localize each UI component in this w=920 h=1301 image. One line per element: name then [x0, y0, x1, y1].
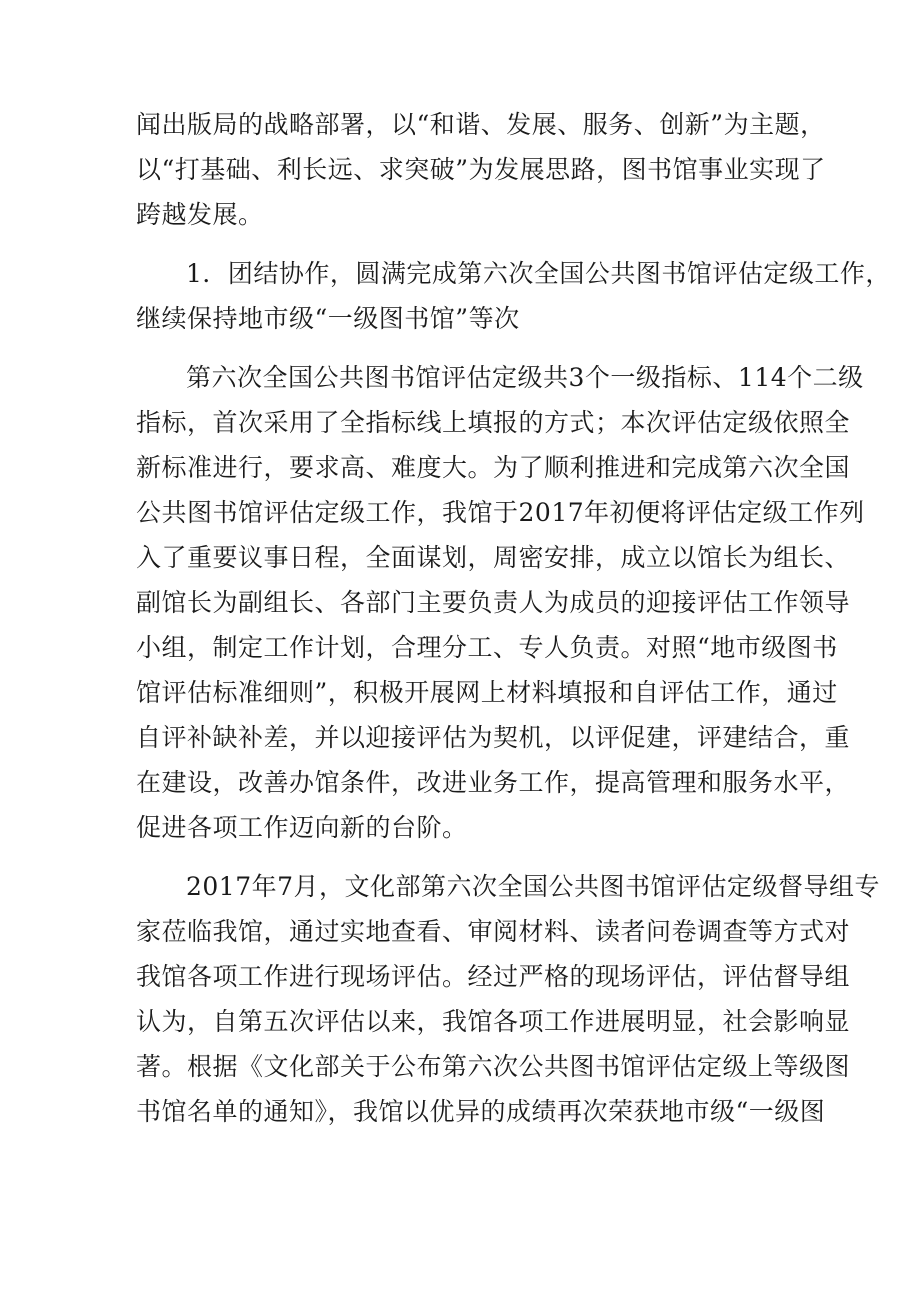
paragraph-body-2 — [136, 864, 881, 1134]
paragraph-gap — [136, 237, 796, 251]
text-line: 我馆各项工作进行现场评估。经过严格的现场评估，评估督导组 — [136, 962, 851, 991]
text-line: 跨越发展。 — [136, 200, 264, 229]
text-line: 在建设，改善办馆条件，改进业务工作，提高管理和服务水平， — [136, 768, 851, 797]
text-line: 副馆长为副组长、各部门主要负责人为成员的迎接评估工作领导 — [136, 588, 851, 617]
text-line: 促进各项工作迈向新的台阶。 — [136, 813, 468, 842]
paragraph-gap — [136, 341, 796, 355]
paragraph-body-1 — [136, 355, 865, 850]
paragraph-intro — [136, 102, 826, 237]
paragraph-gap — [136, 850, 796, 864]
document-body — [136, 102, 891, 1134]
text-line: 公共图书馆评估定级工作，我馆于2017年初便将评估定级工作列 — [136, 498, 865, 527]
text-line: 以“打基础、利长远、求突破”为发展思路，图书馆事业实现了 — [136, 155, 826, 184]
text-line: 2017年7月，文化部第六次全国公共图书馆评估定级督导组专 — [186, 872, 881, 901]
text-line: 著。根据《文化部关于公布第六次公共图书馆评估定级上等级图 — [136, 1052, 851, 1081]
text-line: 书馆名单的通知》，我馆以优异的成绩再次荣获地市级“一级图 — [136, 1097, 826, 1126]
text-line: 入了重要议事日程，全面谋划，周密安排，成立以馆长为组长、 — [136, 543, 851, 572]
text-line: 第六次全国公共图书馆评估定级共3个一级指标、114个二级 — [186, 363, 864, 392]
text-line: 1．团结协作，圆满完成第六次全国公共图书馆评估定级工作， — [186, 259, 891, 288]
text-line: 认为，自第五次评估以来，我馆各项工作进展明显，社会影响显 — [136, 1007, 851, 1036]
text-line: 家莅临我馆，通过实地查看、审阅材料、读者问卷调查等方式对 — [136, 917, 851, 946]
text-line: 闻出版局的战略部署，以“和谐、发展、服务、创新”为主题， — [136, 110, 826, 139]
text-line: 馆评估标准细则”，积极开展网上材料填报和自评估工作，通过 — [136, 678, 838, 707]
text-line: 继续保持地市级“一级图书馆”等次 — [136, 304, 520, 333]
section-heading — [136, 251, 891, 341]
text-line: 新标准进行，要求高、难度大。为了顺利推进和完成第六次全国 — [136, 453, 851, 482]
text-line: 小组，制定工作计划，合理分工、专人负责。对照“地市级图书 — [136, 633, 838, 662]
text-line: 指标，首次采用了全指标线上填报的方式；本次评估定级依照全 — [136, 408, 851, 437]
text-line: 自评补缺补差，并以迎接评估为契机，以评促建，评建结合，重 — [136, 723, 851, 752]
